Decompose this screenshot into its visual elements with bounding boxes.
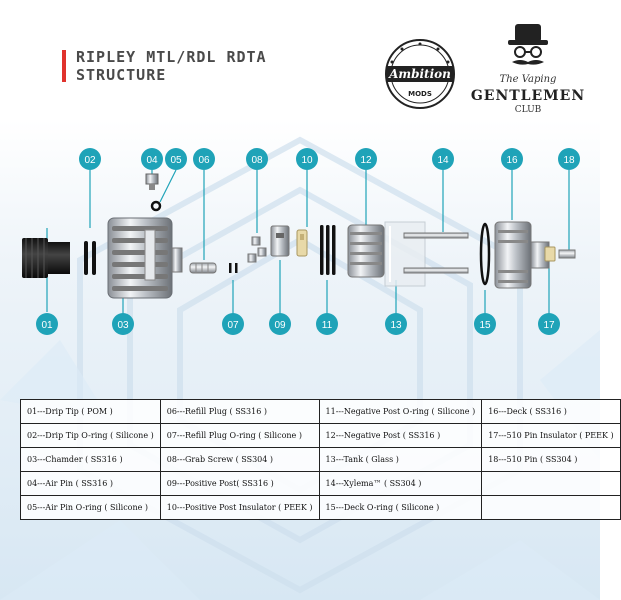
- svg-text:12: 12: [360, 155, 372, 166]
- grab-screw-part: [248, 237, 266, 262]
- table-cell: [482, 496, 620, 520]
- svg-text:01: 01: [41, 320, 53, 331]
- callout-04: [141, 148, 163, 170]
- table-cell: 17---510 Pin Insulator ( PEEK ): [482, 424, 620, 448]
- svg-text:Ambition: Ambition: [389, 67, 451, 81]
- vaping-gentlemen-logo: [468, 18, 588, 118]
- page-title: [76, 48, 267, 84]
- svg-text:10: 10: [301, 155, 313, 166]
- callout-10: [296, 148, 318, 170]
- table-cell: 09---Positive Post( SS316 ): [160, 472, 319, 496]
- 510-pin-insulator-part: [545, 247, 555, 261]
- table-cell: [482, 472, 620, 496]
- glass-tank-part: [385, 222, 425, 286]
- svg-text:18: 18: [563, 155, 575, 166]
- title-line-1: RIPLEY MTL/RDL RDTA: [76, 48, 267, 66]
- callout-07: [222, 313, 244, 335]
- svg-text:08: 08: [251, 155, 263, 166]
- callout-12: [355, 148, 377, 170]
- deck-part: [495, 222, 549, 288]
- svg-text:16: 16: [506, 155, 518, 166]
- air-pin-oring-part: [152, 202, 160, 210]
- svg-text:15: 15: [479, 320, 491, 331]
- table-cell: 14---Xylema™ ( SS304 ): [319, 472, 482, 496]
- svg-text:05: 05: [170, 155, 182, 166]
- table-cell: 16---Deck ( SS316 ): [482, 400, 620, 424]
- table-cell: 05---Air Pin O-ring ( Silicone ): [21, 496, 161, 520]
- callout-13: [385, 313, 407, 335]
- callout-02: [79, 148, 101, 170]
- positive-post-insulator-part: [297, 230, 307, 256]
- table-cell: 03---Chamder ( SS316 ): [21, 448, 161, 472]
- refill-plug-part: [190, 263, 216, 273]
- drip-tip-oring-part: [84, 241, 96, 275]
- callout-09: [269, 313, 291, 335]
- svg-text:MODS: MODS: [408, 90, 432, 98]
- callout-15: [474, 313, 496, 335]
- table-row: [21, 496, 621, 520]
- title-accent-bar: [62, 50, 66, 82]
- svg-text:14: 14: [437, 155, 449, 166]
- table-cell: 01---Drip Tip ( POM ): [21, 400, 161, 424]
- callout-17: [538, 313, 560, 335]
- table-row: [21, 400, 621, 424]
- svg-text:02: 02: [84, 155, 96, 166]
- svg-text:06: 06: [198, 155, 210, 166]
- table-cell: 07---Refill Plug O-ring ( Silicone ): [160, 424, 319, 448]
- svg-text:04: 04: [146, 155, 158, 166]
- parts-legend-table: [20, 399, 621, 520]
- negative-post-oring-part: [320, 225, 336, 275]
- table-cell: 08---Grab Screw ( SS304 ): [160, 448, 319, 472]
- exploded-parts-diagram: [0, 130, 600, 370]
- callout-01: [36, 313, 58, 335]
- chamber-part: [108, 218, 182, 298]
- table-cell: 06---Refill Plug ( SS316 ): [160, 400, 319, 424]
- svg-text:03: 03: [117, 320, 129, 331]
- table-cell: 13---Tank ( Glass ): [319, 448, 482, 472]
- logo-text-vaping: The Vaping: [499, 74, 557, 85]
- logo-text-gentlemen: GENTLEMEN: [470, 88, 586, 104]
- callout-14: [432, 148, 454, 170]
- table-cell: 12---Negative Post ( SS316 ): [319, 424, 482, 448]
- gentleman-hat-icon: [468, 18, 588, 74]
- table-cell: 02---Drip Tip O-ring ( Silicone ): [21, 424, 161, 448]
- callout-06: [193, 148, 215, 170]
- callout-18: [558, 148, 580, 170]
- table-cell: 18---510 Pin ( SS304 ): [482, 448, 620, 472]
- table-row: [21, 448, 621, 472]
- positive-post-part: [271, 226, 289, 256]
- negative-post-part: [348, 225, 384, 277]
- deck-oring-part: [481, 224, 489, 284]
- title-line-2: STRUCTURE: [76, 66, 167, 84]
- callout-16: [501, 148, 523, 170]
- 510-pin-part: [559, 250, 575, 258]
- drip-tip-part: [22, 238, 70, 278]
- logo-text-club: CLUB: [514, 105, 542, 115]
- table-cell: 10---Positive Post Insulator ( PEEK ): [160, 496, 319, 520]
- svg-text:11: 11: [321, 320, 333, 331]
- table-cell: 11---Negative Post O-ring ( Silicone ): [319, 400, 482, 424]
- svg-text:13: 13: [390, 320, 402, 331]
- table-cell: 04---Air Pin ( SS316 ): [21, 472, 161, 496]
- ambition-mods-logo: [384, 38, 456, 110]
- svg-text:07: 07: [227, 320, 239, 331]
- callout-05: [165, 148, 187, 170]
- refill-plug-oring-part: [229, 263, 238, 273]
- svg-text:17: 17: [543, 320, 555, 331]
- air-pin-part: [146, 174, 158, 190]
- callout-08: [246, 148, 268, 170]
- svg-text:09: 09: [274, 320, 286, 331]
- table-cell: 15---Deck O-ring ( Silicone ): [319, 496, 482, 520]
- table-row: [21, 472, 621, 496]
- callout-03: [112, 313, 134, 335]
- table-row: [21, 424, 621, 448]
- callout-11: [316, 313, 338, 335]
